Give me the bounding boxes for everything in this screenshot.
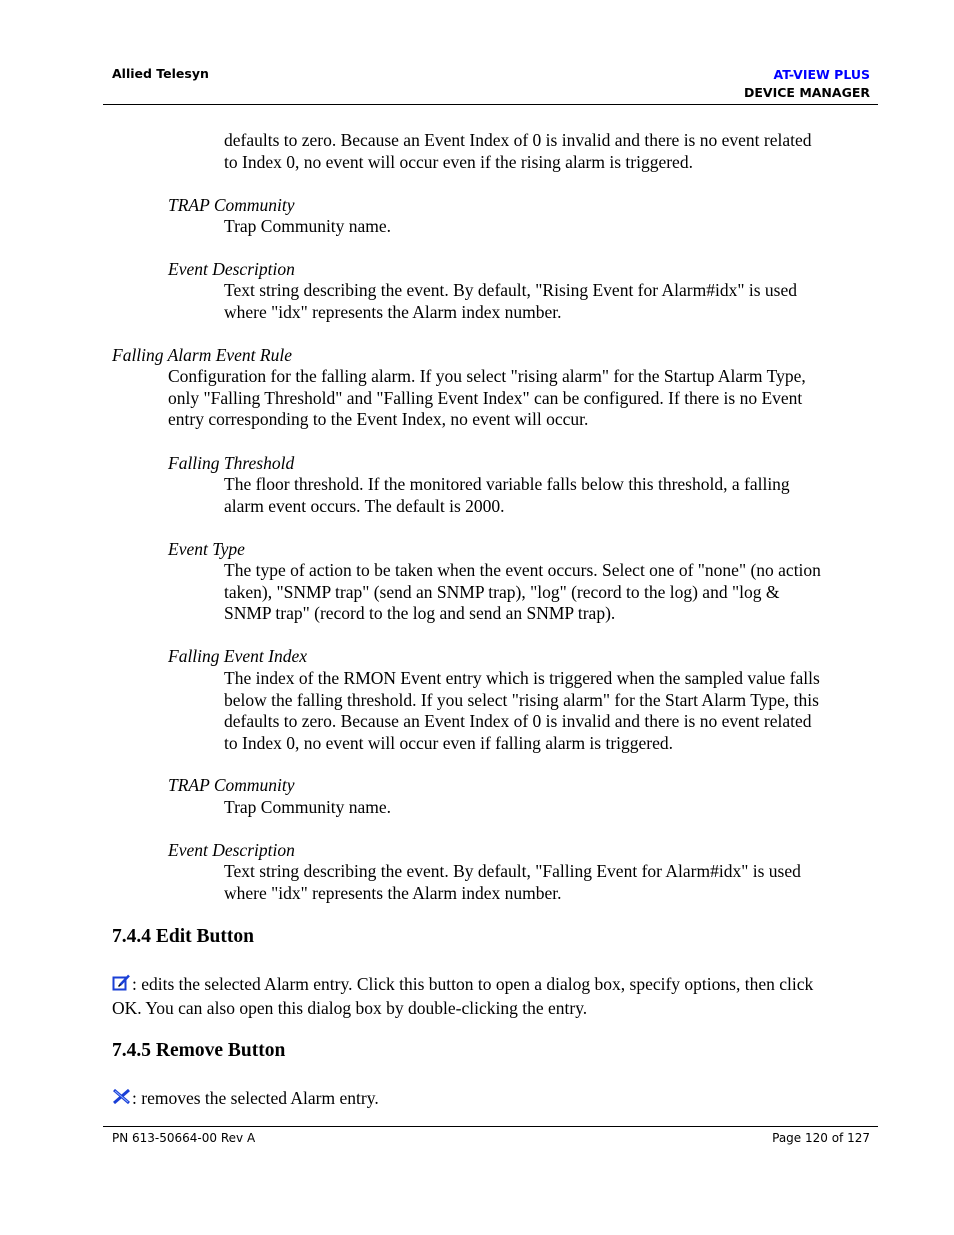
header-title-block [744,66,870,102]
footer-part-number: PN 613-50664-00 Rev A [112,1131,256,1145]
text-line: Trap Community name. [224,797,392,817]
definition-event-description-rising [224,280,797,323]
header-company: Allied Telesyn [112,66,209,81]
remove-icon [112,1088,132,1112]
term-trap-community-falling: TRAP Community [168,775,295,795]
term-falling-event-index: Falling Event Index [168,646,307,666]
term-event-description-rising: Event Description [168,259,295,279]
text-line: defaults to zero. Because an Event Index of 0 is invalid and there is no event related [224,711,812,731]
text-line: Text string describing the event. By default, "Falling Event for Alarm#idx" is used [224,861,801,881]
text-line: entry corresponding to the Event Index, no event will occur. [168,409,589,429]
text-line [112,1088,379,1112]
remove-description-text: : removes the selected Alarm entry. [132,1088,379,1108]
definition-event-type [224,560,821,625]
edit-button-paragraph [112,974,813,1019]
term-event-description-falling: Event Description [168,840,295,860]
text-line: Text string describing the event. By default, "Rising Event for Alarm#idx" is used [224,280,797,300]
section-heading-edit-button: 7.4.4 Edit Button [112,926,254,947]
edit-icon [112,974,132,998]
text-line: below the falling threshold. If you select "rising alarm" for the Start Alarm Type, this [224,689,819,710]
text-line: to Index 0, no event will occur even if falling alarm is triggered. [224,732,674,753]
definition-trap-community-falling [224,797,391,819]
definition-falling-event-index [224,668,820,754]
definition-trap-community-rising [224,216,391,238]
header-rule [103,104,878,105]
text-line: OK. You can also open this dialog box by double-clicking the entry. [112,997,588,1018]
text-line: The floor threshold. If the monitored variable falls below this threshold, a falling [224,474,790,494]
text-line: only "Falling Threshold" and "Falling Event Index" can be configured. If there is no Event [168,387,803,408]
text-line: to Index 0, no event will occur even if the rising alarm is triggered. [224,151,693,172]
footer-rule [103,1126,878,1127]
text-line: defaults to zero. Because an Event Index of 0 is invalid and there is no event related [224,130,812,150]
header-product: AT-VIEW PLUS [773,67,870,82]
definition-event-description-falling [224,861,801,904]
text-line: Trap Community name. [224,216,392,236]
term-event-type: Event Type [168,539,245,559]
term-trap-community-rising: TRAP Community [168,195,295,215]
term-falling-alarm-event-rule: Falling Alarm Event Rule [112,345,292,365]
definition-falling-threshold [224,474,790,517]
text-line: Configuration for the falling alarm. If you select "rising alarm" for the Startup Alarm Type, [168,366,806,386]
section-heading-remove-button: 7.4.5 Remove Button [112,1040,286,1061]
text-line [112,974,813,998]
text-line: where "idx" represents the Alarm index number. [224,301,562,322]
text-line: The type of action to be taken when the event occurs. Select one of "none" (no action [224,560,821,580]
term-falling-threshold: Falling Threshold [168,453,295,473]
remove-button-paragraph [112,1088,379,1112]
header-section: DEVICE MANAGER [744,85,870,100]
footer-page-number: Page 120 of 127 [772,1131,870,1145]
text-line: alarm event occurs. The default is 2000. [224,495,505,516]
text-line: taken), "SNMP trap" (send an SNMP trap), "log" (record to the log) and "log & [224,581,780,602]
text-line: SNMP trap" (record to the log and send an SNMP trap). [224,603,616,623]
text-line: where "idx" represents the Alarm index number. [224,882,562,903]
definition-falling-alarm-event-rule [168,366,806,431]
edit-description-text: : edits the selected Alarm entry. Click this button to open a dialog box, specify options, then click [132,974,814,994]
continued-paragraph [224,130,812,173]
text-line: The index of the RMON Event entry which is triggered when the sampled value falls [224,668,820,688]
